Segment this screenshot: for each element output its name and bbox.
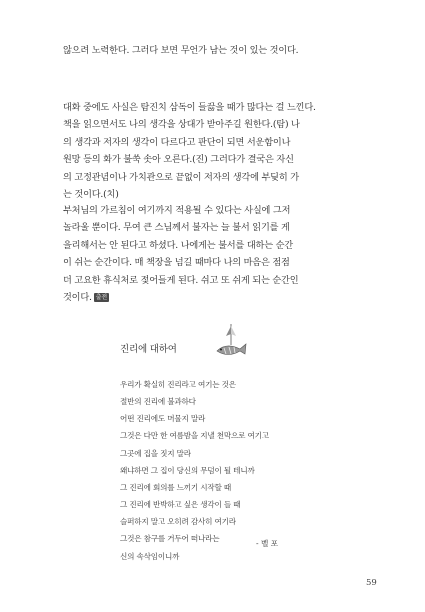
text-line-content: 것이다.	[63, 292, 92, 304]
paragraph-3	[63, 202, 363, 306]
poem-line: 그 진리에 회의를 느끼기 시작할 때	[120, 482, 231, 492]
paragraph-1	[63, 42, 363, 59]
text-line: 이 쉬는 순간이다. 매 책장을 넘길 때마다 나의 마음은 점점	[63, 257, 290, 269]
text-line: 의 고정관념이나 가치관으로 끝없이 저자의 생각에 부딪히 가	[63, 171, 299, 183]
text-line: 부처님의 가르침이 여기까지 적용될 수 있다는 사실에 그저	[63, 205, 291, 216]
text-line: 놀라울 뿐이다. 무여 큰 스님께서 불자는 늘 불서 읽기를 게	[63, 222, 290, 234]
text-line: 더 고요한 휴식처로 젖어들게 된다. 쉬고 또 쉬게 되는 순간인	[63, 274, 299, 286]
poem-line: 그 진리에 반박하고 싶은 생각이 들 때	[120, 500, 241, 510]
fish-mobile-illustration	[212, 323, 250, 359]
poem-line: 절반의 진리에 불과하다	[120, 397, 196, 407]
poem-line: 왜냐하면 그 집이 당신의 무덤이 될 테니까	[120, 465, 255, 475]
poem-line: 그것은 참구를 거두어 떠나라는	[120, 534, 220, 544]
poem-line: 그것은 다만 한 여름밤을 지낼 천막으로 여기고	[120, 431, 269, 441]
page-number: 59	[366, 578, 377, 588]
poem-line: 어떤 진리에도 머물지 말라	[120, 414, 206, 424]
poem-title: 진리에 대하여	[120, 344, 177, 355]
poem-line: 슬퍼하지 말고 오히려 감사히 여기라	[120, 517, 236, 527]
poem-body	[120, 376, 360, 565]
paragraph-2	[63, 99, 363, 203]
poem-line: 우리가 확실히 진리라고 여기는 것은	[120, 380, 236, 389]
poem-author: - 벨 포	[256, 539, 279, 548]
text-line: 책을 읽으면서도 나의 생각을 상대가 받아주길 원한다.(탐) 나	[63, 119, 300, 131]
text-line: 대화 중에도 사실은 탐진치 삼독이 들끓을 때가 많다는 걸 느낀다.	[63, 102, 316, 113]
text-line: 을리해서는 안 된다고 하셨다. 나에게는 불서를 대하는 순간	[63, 239, 293, 251]
text-line-last	[63, 289, 363, 306]
text-line: 의 생각과 저자의 생각이 다르다고 판단이 되면 서운함이나	[63, 136, 291, 148]
text-line: 는 것이다.(치)	[63, 189, 119, 201]
poem-line: 그곳에 집을 짓지 말라	[120, 448, 191, 458]
source-badge: 출전	[95, 294, 107, 302]
poem-line: 신의 속삭임이니까	[120, 551, 180, 561]
text-line: 원망 등의 화가 불쑥 솟아 오른다.(진) 그러다가 결국은 자신	[63, 154, 294, 166]
text-line: 않으려 노력한다. 그러다 보면 무언가 남는 것이 있는 것이다.	[63, 45, 299, 56]
